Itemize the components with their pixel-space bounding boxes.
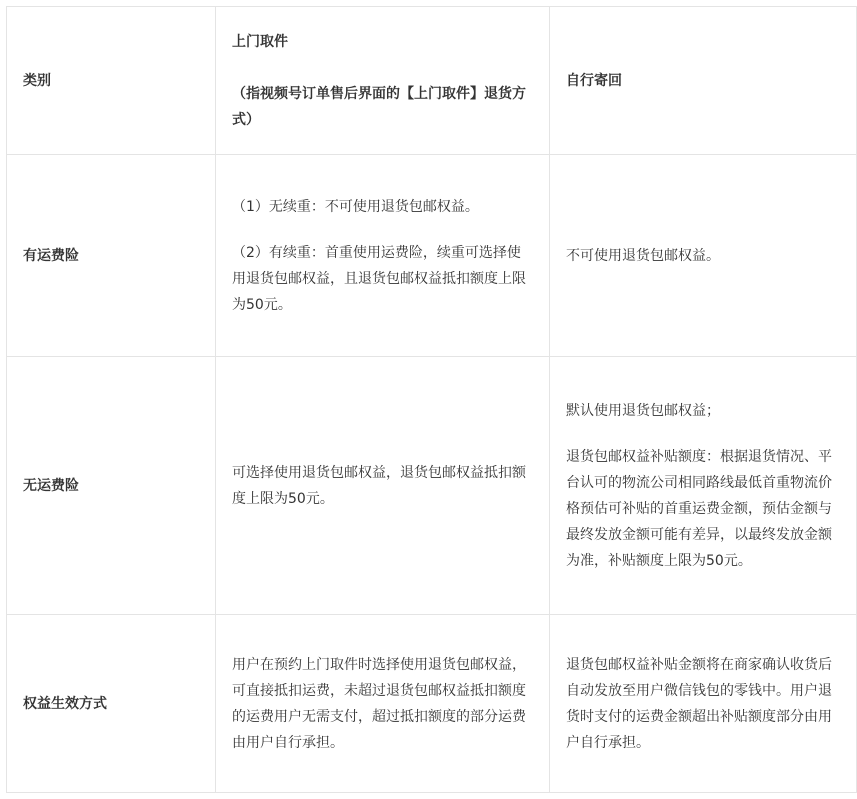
header-category [7,7,216,155]
header-self-return [550,7,857,155]
pickup-note: 可选择使用退货包邮权益，退货包邮权益抵扣额度上限为50元。 [232,464,526,507]
table-header-row [7,7,857,155]
row-label [7,615,216,793]
self-return-note: 不可使用退货包邮权益。 [566,247,720,264]
row-pickup-cell [216,615,550,793]
self-return-note-2: 退货包邮权益补贴额度：根据退货情况、平台认可的物流公司相同路线最低首重物流价格预估可补贴的首重运费金额，预估金额与最终发放金额可能有差异，以最终发放金额为准，补贴额度上限为50元。 [566,448,832,569]
self-return-note-1: 默认使用退货包邮权益； [566,402,720,419]
header-pickup [216,7,550,155]
table-row [7,155,857,357]
row-self-cell [550,155,857,357]
row-self-cell [550,615,857,793]
self-return-note: 退货包邮权益补贴金额将在商家确认收货后自动发放至用户微信钱包的零钱中。用户退货时支付的运费金额超出补贴额度部分由用户自行承担。 [566,656,832,751]
table-row [7,615,857,793]
header-pickup-subtitle: （指视频号订单售后界面的【上门取件】退货方式） [232,85,526,128]
header-pickup-title: 上门取件 [232,33,288,50]
row-self-cell [550,357,857,615]
row-label-text: 有运费险 [23,247,79,264]
row-label-text: 无运费险 [23,477,79,494]
row-pickup-cell [216,357,550,615]
pickup-note-1: （1）无续重：不可使用退货包邮权益。 [232,198,479,215]
row-label [7,155,216,357]
header-category-label: 类别 [23,72,51,89]
row-label-text: 权益生效方式 [23,695,107,712]
row-pickup-cell [216,155,550,357]
header-self-return-label: 自行寄回 [566,72,622,89]
pickup-note: 用户在预约上门取件时选择使用退货包邮权益，可直接抵扣运费，未超过退货包邮权益抵扣额度的运费用户无需支付，超过抵扣额度的部分运费由用户自行承担。 [232,656,526,751]
table-row [7,357,857,615]
pickup-note-2: （2）有续重：首重使用运费险，续重可选择使用退货包邮权益，且退货包邮权益抵扣额度上限为50元。 [232,244,526,313]
row-label [7,357,216,615]
policy-table [6,6,857,793]
